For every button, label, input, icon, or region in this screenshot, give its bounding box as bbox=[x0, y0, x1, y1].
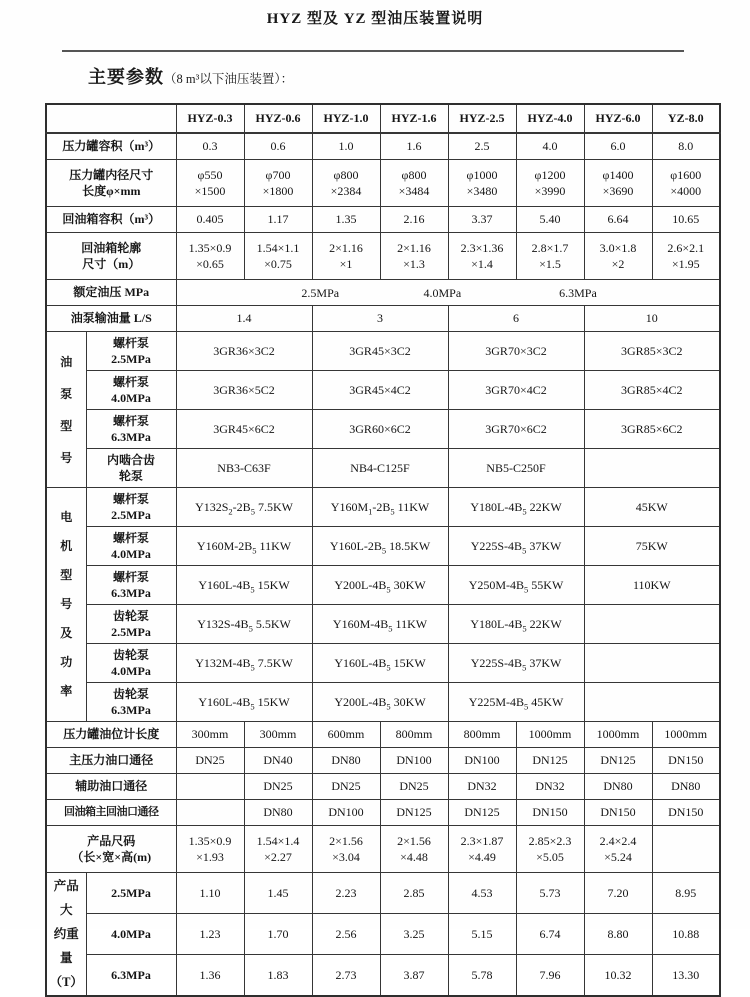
column-header: HYZ-6.0 bbox=[584, 104, 652, 133]
data-cell: $Y160M-4B_5$ 11KW bbox=[312, 605, 448, 644]
data-cell: 2.4×2.4 ×5.24 bbox=[584, 826, 652, 873]
data-cell: 1.54×1.4 ×2.27 bbox=[244, 826, 312, 873]
data-cell: DN32 bbox=[516, 774, 584, 800]
data-cell: 3GR85×4C2 bbox=[584, 371, 720, 410]
data-cell: 1.23 bbox=[176, 913, 244, 954]
data-cell: 800mm bbox=[448, 722, 516, 748]
data-cell: 1.6 bbox=[380, 133, 448, 160]
table-row-rated-pressure bbox=[46, 280, 720, 306]
data-cell: 3GR36×3C2 bbox=[176, 332, 312, 371]
sub-label-motor-gear-40: 齿轮泵 4.0MPa bbox=[86, 644, 176, 683]
sub-label-pump-screw-40: 螺杆泵 4.0MPa bbox=[86, 371, 176, 410]
data-cell: DN100 bbox=[448, 748, 516, 774]
data-cell: DN125 bbox=[380, 800, 448, 826]
data-cell: $Y250M-4B_5$ 55KW bbox=[448, 566, 584, 605]
data-cell: φ1200 ×3990 bbox=[516, 160, 584, 207]
data-cell: $Y160L-4B_5$ 15KW bbox=[176, 566, 312, 605]
data-cell: 10.65 bbox=[652, 207, 720, 233]
data-cell: DN150 bbox=[652, 748, 720, 774]
data-cell: 1.10 bbox=[176, 873, 244, 914]
table-row-tank-inner-size bbox=[46, 160, 720, 207]
data-cell: $Y132S_2-2B_5$ 7.5KW bbox=[176, 488, 312, 527]
data-cell: DN25 bbox=[312, 774, 380, 800]
data-cell: DN32 bbox=[448, 774, 516, 800]
sub-label-motor-screw-40: 螺杆泵 4.0MPa bbox=[86, 527, 176, 566]
table-row-weight-63 bbox=[46, 954, 720, 996]
data-cell: 10 bbox=[584, 306, 720, 332]
data-cell: 8.0 bbox=[652, 133, 720, 160]
data-cell: 1.0 bbox=[312, 133, 380, 160]
data-cell: 2.85 bbox=[380, 873, 448, 914]
table-row-main-pressure-port bbox=[46, 748, 720, 774]
data-cell: 2.56 bbox=[312, 913, 380, 954]
header-row bbox=[46, 104, 720, 133]
data-cell: 2.16 bbox=[380, 207, 448, 233]
data-cell: DN100 bbox=[312, 800, 380, 826]
data-cell: φ1400 ×3690 bbox=[584, 160, 652, 207]
data-cell: DN125 bbox=[584, 748, 652, 774]
data-cell: 1.4 bbox=[176, 306, 312, 332]
data-cell: 3.87 bbox=[380, 954, 448, 996]
spread-value: 4.0MPa bbox=[423, 285, 462, 300]
data-cell: 10.88 bbox=[652, 913, 720, 954]
row-label-main-return-port: 回油箱主回油口通径 bbox=[46, 800, 176, 826]
data-cell: 6.0 bbox=[584, 133, 652, 160]
data-cell: 2×1.56 ×4.48 bbox=[380, 826, 448, 873]
data-cell: 5.15 bbox=[448, 913, 516, 954]
data-cell: DN150 bbox=[584, 800, 652, 826]
row-label-tank-volume: 压力罐容积（m³） bbox=[46, 133, 176, 160]
data-cell: 4.53 bbox=[448, 873, 516, 914]
section-heading-main: 主要参数 bbox=[88, 67, 164, 87]
title-underline bbox=[62, 50, 684, 52]
data-cell: 2×1.16 ×1 bbox=[312, 233, 380, 280]
data-cell: 2.23 bbox=[312, 873, 380, 914]
data-cell: 1.54×1.1 ×0.75 bbox=[244, 233, 312, 280]
row-label-gauge-length: 压力罐油位计长度 bbox=[46, 722, 176, 748]
table-row-pump-screw-25 bbox=[46, 332, 720, 371]
data-cell: 4.0 bbox=[516, 133, 584, 160]
data-cell: $Y160M_1-2B_5$ 11KW bbox=[312, 488, 448, 527]
data-cell: 7.96 bbox=[516, 954, 584, 996]
data-cell: 0.405 bbox=[176, 207, 244, 233]
data-cell: 75KW bbox=[584, 527, 720, 566]
table-row-pump-screw-63 bbox=[46, 410, 720, 449]
data-cell: NB3-C63F bbox=[176, 449, 312, 488]
column-header: YZ-8.0 bbox=[652, 104, 720, 133]
row-label-product-size: 产品尺码 （长×宽×高(m) bbox=[46, 826, 176, 873]
data-cell: 2.8×1.7 ×1.5 bbox=[516, 233, 584, 280]
spec-table-body bbox=[46, 104, 720, 996]
data-cell: 2.85×2.3 ×5.05 bbox=[516, 826, 584, 873]
data-cell: 300mm bbox=[176, 722, 244, 748]
table-row-motor-screw-40 bbox=[46, 527, 720, 566]
spec-table bbox=[45, 103, 721, 997]
data-cell: φ550 ×1500 bbox=[176, 160, 244, 207]
data-cell: 300mm bbox=[244, 722, 312, 748]
data-cell: 45KW bbox=[584, 488, 720, 527]
corner-cell bbox=[46, 104, 176, 133]
data-cell: 3GR70×3C2 bbox=[448, 332, 584, 371]
data-cell: 6.64 bbox=[584, 207, 652, 233]
table-row-pump-flow bbox=[46, 306, 720, 332]
data-cell: NB4-C125F bbox=[312, 449, 448, 488]
data-cell: $Y200L-4B_5$ 30KW bbox=[312, 683, 448, 722]
merged-cell-rated-pressure bbox=[176, 280, 720, 306]
data-cell: DN125 bbox=[448, 800, 516, 826]
sub-label-motor-gear-63: 齿轮泵 6.3MPa bbox=[86, 683, 176, 722]
data-cell: φ1000 ×3480 bbox=[448, 160, 516, 207]
table-row-motor-gear-63 bbox=[46, 683, 720, 722]
data-cell: 1.17 bbox=[244, 207, 312, 233]
data-cell: DN25 bbox=[244, 774, 312, 800]
data-cell: 0.3 bbox=[176, 133, 244, 160]
data-cell: 1.35×0.9 ×0.65 bbox=[176, 233, 244, 280]
data-cell bbox=[584, 449, 720, 488]
data-cell: DN80 bbox=[244, 800, 312, 826]
group-label-motor: 电 机 型 号 及 功 率 bbox=[46, 488, 86, 722]
data-cell: $Y132M-4B_5$ 7.5KW bbox=[176, 644, 312, 683]
column-header: HYZ-0.3 bbox=[176, 104, 244, 133]
column-header: HYZ-1.0 bbox=[312, 104, 380, 133]
data-cell: 3.0×1.8 ×2 bbox=[584, 233, 652, 280]
data-cell: 3GR70×4C2 bbox=[448, 371, 584, 410]
data-cell: DN150 bbox=[652, 800, 720, 826]
table-row-return-tank-volume bbox=[46, 207, 720, 233]
data-cell bbox=[584, 644, 720, 683]
data-cell: DN100 bbox=[380, 748, 448, 774]
data-cell: DN80 bbox=[652, 774, 720, 800]
sub-label-pump-screw-25: 螺杆泵 2.5MPa bbox=[86, 332, 176, 371]
data-cell: 3GR70×6C2 bbox=[448, 410, 584, 449]
data-cell: 3GR60×6C2 bbox=[312, 410, 448, 449]
table-row-weight-25 bbox=[46, 873, 720, 914]
data-cell: 1.35×0.9 ×1.93 bbox=[176, 826, 244, 873]
group-label-pump: 油 泵 型 号 bbox=[46, 332, 86, 488]
data-cell: 6.74 bbox=[516, 913, 584, 954]
data-cell: $Y225S-4B_5$ 37KW bbox=[448, 527, 584, 566]
data-cell: 5.73 bbox=[516, 873, 584, 914]
column-header: HYZ-1.6 bbox=[380, 104, 448, 133]
row-label-aux-port: 辅助油口通径 bbox=[46, 774, 176, 800]
data-cell: 2×1.56 ×3.04 bbox=[312, 826, 380, 873]
data-cell: 13.30 bbox=[652, 954, 720, 996]
data-cell: 5.78 bbox=[448, 954, 516, 996]
data-cell: $Y160L-4B_5$ 15KW bbox=[176, 683, 312, 722]
data-cell: 1000mm bbox=[584, 722, 652, 748]
data-cell: $Y180L-4B_5$ 22KW bbox=[448, 488, 584, 527]
data-cell: DN25 bbox=[176, 748, 244, 774]
group-label-weight: 产品大 约重量 （T） bbox=[46, 873, 86, 997]
data-cell: $Y160M-2B_5$ 11KW bbox=[176, 527, 312, 566]
row-label-rated-pressure: 额定油压 MPa bbox=[46, 280, 176, 306]
data-cell: 8.80 bbox=[584, 913, 652, 954]
sub-label-weight-63: 6.3MPa bbox=[86, 954, 176, 996]
table-row-return-tank-outline bbox=[46, 233, 720, 280]
data-cell: 600mm bbox=[312, 722, 380, 748]
row-label-main-pressure-port: 主压力油口通径 bbox=[46, 748, 176, 774]
data-cell: $Y225M-4B_5$ 45KW bbox=[448, 683, 584, 722]
column-header: HYZ-2.5 bbox=[448, 104, 516, 133]
data-cell bbox=[176, 774, 244, 800]
table-row-main-return-port bbox=[46, 800, 720, 826]
data-cell: DN80 bbox=[312, 748, 380, 774]
table-row-motor-gear-40 bbox=[46, 644, 720, 683]
data-cell: 1.36 bbox=[176, 954, 244, 996]
table-row-motor-gear-25 bbox=[46, 605, 720, 644]
spread-value: 2.5MPa bbox=[301, 285, 340, 300]
data-cell: 3GR85×3C2 bbox=[584, 332, 720, 371]
data-cell: $Y160L-2B_5$ 18.5KW bbox=[312, 527, 448, 566]
data-cell: 3GR85×6C2 bbox=[584, 410, 720, 449]
table-row-product-size bbox=[46, 826, 720, 873]
data-cell: $Y200L-4B_5$ 30KW bbox=[312, 566, 448, 605]
data-cell: φ1600 ×4000 bbox=[652, 160, 720, 207]
data-cell: 2.6×2.1 ×1.95 bbox=[652, 233, 720, 280]
data-cell: 1000mm bbox=[516, 722, 584, 748]
data-cell: 2.3×1.87 ×4.49 bbox=[448, 826, 516, 873]
sub-label-pump-screw-63: 螺杆泵 6.3MPa bbox=[86, 410, 176, 449]
data-cell bbox=[584, 605, 720, 644]
data-cell: 800mm bbox=[380, 722, 448, 748]
row-label-return-tank-outline: 回油箱轮廓 尺寸（m） bbox=[46, 233, 176, 280]
data-cell: 7.20 bbox=[584, 873, 652, 914]
section-heading-note: （8 m³以下油压装置）： bbox=[164, 72, 294, 86]
data-cell: $Y160L-4B_5$ 15KW bbox=[312, 644, 448, 683]
data-cell bbox=[584, 683, 720, 722]
data-cell: φ700 ×1800 bbox=[244, 160, 312, 207]
data-cell: 2.73 bbox=[312, 954, 380, 996]
data-cell: $Y132S-4B_5$ 5.5KW bbox=[176, 605, 312, 644]
data-cell: 8.95 bbox=[652, 873, 720, 914]
data-cell: 110KW bbox=[584, 566, 720, 605]
data-cell bbox=[652, 826, 720, 873]
table-row-motor-screw-25 bbox=[46, 488, 720, 527]
data-cell: 3 bbox=[312, 306, 448, 332]
column-header: HYZ-4.0 bbox=[516, 104, 584, 133]
data-cell: 3GR45×4C2 bbox=[312, 371, 448, 410]
data-cell: 3GR45×6C2 bbox=[176, 410, 312, 449]
table-row-pump-screw-40 bbox=[46, 371, 720, 410]
data-cell: 10.32 bbox=[584, 954, 652, 996]
sub-label-pump-internal-gear: 内啮合齿 轮泵 bbox=[86, 449, 176, 488]
data-cell: 3.37 bbox=[448, 207, 516, 233]
spread-value: 6.3MPa bbox=[559, 285, 597, 300]
section-heading bbox=[88, 65, 750, 91]
sub-label-weight-25: 2.5MPa bbox=[86, 873, 176, 914]
table-row-pump-internal-gear bbox=[46, 449, 720, 488]
data-cell: NB5-C250F bbox=[448, 449, 584, 488]
sub-label-motor-screw-63: 螺杆泵 6.3MPa bbox=[86, 566, 176, 605]
data-cell: DN80 bbox=[584, 774, 652, 800]
data-cell: DN25 bbox=[380, 774, 448, 800]
table-row-tank-volume bbox=[46, 133, 720, 160]
data-cell: φ800 ×2384 bbox=[312, 160, 380, 207]
data-cell: 2.5 bbox=[448, 133, 516, 160]
data-cell: 2×1.16 ×1.3 bbox=[380, 233, 448, 280]
table-row-aux-port bbox=[46, 774, 720, 800]
data-cell: 6 bbox=[448, 306, 584, 332]
data-cell: 2.3×1.36 ×1.4 bbox=[448, 233, 516, 280]
sub-label-weight-40: 4.0MPa bbox=[86, 913, 176, 954]
data-cell: 3.25 bbox=[380, 913, 448, 954]
table-row-weight-40 bbox=[46, 913, 720, 954]
data-cell: 1000mm bbox=[652, 722, 720, 748]
data-cell: 3GR45×3C2 bbox=[312, 332, 448, 371]
table-row-gauge-length bbox=[46, 722, 720, 748]
row-label-tank-inner-size: 压力罐内径尺寸 长度φ×mm bbox=[46, 160, 176, 207]
data-cell: 1.35 bbox=[312, 207, 380, 233]
sub-label-motor-screw-25: 螺杆泵 2.5MPa bbox=[86, 488, 176, 527]
column-header: HYZ-0.6 bbox=[244, 104, 312, 133]
data-cell: 1.70 bbox=[244, 913, 312, 954]
data-cell: DN40 bbox=[244, 748, 312, 774]
data-cell: φ800 ×3484 bbox=[380, 160, 448, 207]
data-cell: DN150 bbox=[516, 800, 584, 826]
sub-label-motor-gear-25: 齿轮泵 2.5MPa bbox=[86, 605, 176, 644]
data-cell: $Y180L-4B_5$ 22KW bbox=[448, 605, 584, 644]
data-cell: $Y225S-4B_5$ 37KW bbox=[448, 644, 584, 683]
data-cell: DN125 bbox=[516, 748, 584, 774]
document-title: HYZ 型及 YZ 型油压装置说明 bbox=[266, 11, 484, 27]
data-cell: 3GR36×5C2 bbox=[176, 371, 312, 410]
data-cell: 0.6 bbox=[244, 133, 312, 160]
table-row-motor-screw-63 bbox=[46, 566, 720, 605]
row-label-pump-flow: 油泵输油量 L/S bbox=[46, 306, 176, 332]
data-cell bbox=[176, 800, 244, 826]
row-label-return-tank-volume: 回油箱容积（m³） bbox=[46, 207, 176, 233]
data-cell: 5.40 bbox=[516, 207, 584, 233]
data-cell: 1.45 bbox=[244, 873, 312, 914]
data-cell: 1.83 bbox=[244, 954, 312, 996]
